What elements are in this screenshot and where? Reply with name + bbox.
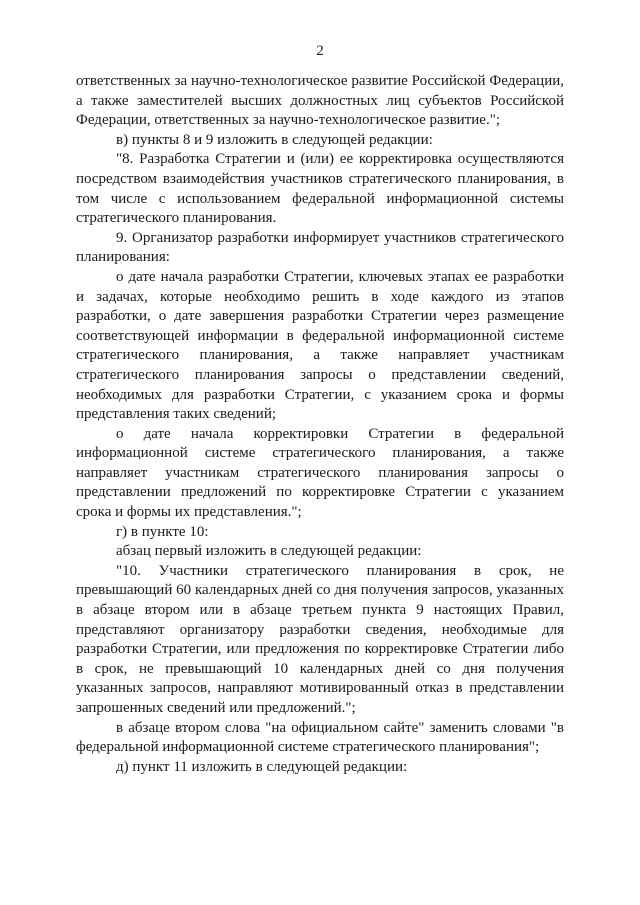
page-number: 2 xyxy=(316,43,324,59)
document-body xyxy=(76,72,564,777)
paragraph-continuation: ответственных за научно-технологическое развитие Российской Федерации, а также заместителей высших должностных лиц субъектов Российской Федерации, ответственных за научно-технологическое развитие."; xyxy=(76,73,564,129)
paragraph-point-10: "10. Участники стратегического планирования в срок, не превышающий 60 календарных дней со дня получения запросов, указанных в абзаце втором или в абзаце третьем пункта 9 настоящих Правил, представляют организатору разработки сведения, необходимые для разработки Стратегии, или предложения по корректировке Стратегии либо в срок, не превышающий 10 календарных дней со дня получения указанных запросов, направляют мотивированный отказ в представлении запрошенных сведений или предложений."; xyxy=(76,562,564,716)
paragraph-correction-start: о дате начала корректировки Стратегии в федеральной информационной системе стратегического планирования, а также направляет участникам стратегического планирования запросы о представлении предложений по корректировке Стратегии с указанием срока и формы их представления."; xyxy=(76,425,564,521)
paragraph-point-8: "8. Разработка Стратегии и (или) ее корректировка осуществляются посредством взаимодействия участников стратегического планирования, в том числе с использованием федеральной информационной системы стратегического планирования. xyxy=(76,151,564,227)
paragraph-point-9: 9. Организатор разработки информирует участников стратегического планирования: xyxy=(76,229,564,266)
paragraph-item-d: д) пункт 11 изложить в следующей редакции: xyxy=(116,758,408,775)
paragraph-item-g: г) в пункте 10: xyxy=(116,523,209,540)
paragraph-first-abzac: абзац первый изложить в следующей редакции: xyxy=(116,543,422,560)
paragraph-second-abzac: в абзаце втором слова "на официальном сайте" заменить словами "в федеральной информационной системе стратегического планирования"; xyxy=(76,719,564,756)
paragraph-item-v: в) пункты 8 и 9 изложить в следующей редакции: xyxy=(116,131,433,148)
paragraph-development-start: о дате начала разработки Стратегии, ключевых этапах ее разработки и задачах, которые необходимо решить в ходе каждого из этапов разработки, о дате завершения разработки Стратегии через размещение соответствующей информации в федеральной информационной системе стратегического планирования, а также направляет участникам стратегического планирования запросы о представлении сведений, необходимых для разработки Стратегии, с указанием срока и формы представления таких сведений; xyxy=(76,268,564,423)
